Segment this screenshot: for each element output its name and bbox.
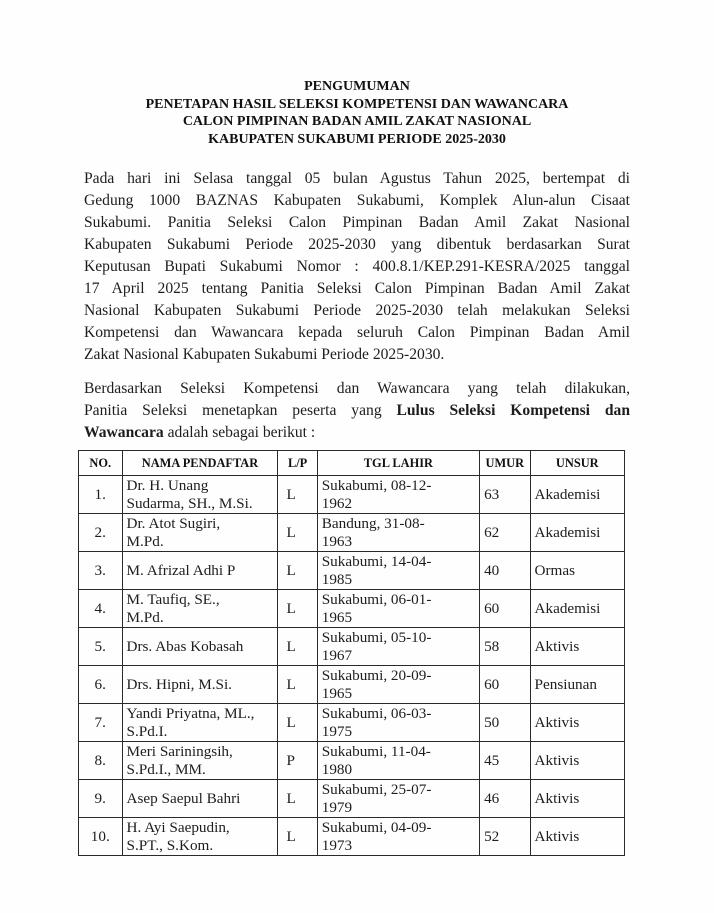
cell-birth-date: [317, 666, 479, 704]
table-row: [79, 552, 625, 590]
cell-element: Aktivis: [530, 818, 624, 856]
cell-age: 58: [480, 628, 530, 666]
cell-birth-date: [317, 628, 479, 666]
table-row: [79, 514, 625, 552]
header-age: UMUR: [480, 451, 530, 476]
cell-name-line: H. Ayi Saepudin,: [126, 818, 230, 836]
cell-no: 4.: [79, 590, 123, 628]
cell-name-line: Meri Sariningsih,: [126, 742, 233, 760]
cell-name: [122, 780, 278, 818]
cell-gender: P: [278, 742, 317, 780]
header-no: NO.: [79, 451, 123, 476]
cell-birth-date-line: Bandung, 31-08-: [321, 514, 425, 532]
paragraph-line: Zakat Nasional Kabupaten Sukabumi Periode 2025-2030.: [84, 346, 445, 363]
cell-name: [122, 514, 278, 552]
header-birth-date: TGL LAHIR: [317, 451, 479, 476]
cell-birth-date: [317, 780, 479, 818]
cell-gender: L: [278, 818, 317, 856]
cell-no: 6.: [79, 666, 123, 704]
header-name: NAMA PENDAFTAR: [122, 451, 278, 476]
cell-element: Aktivis: [530, 704, 624, 742]
cell-name-line: S.Pd.I., MM.: [126, 760, 206, 778]
cell-age: 60: [480, 590, 530, 628]
table-header-row: [79, 451, 625, 476]
cell-birth-date-line: 1965: [321, 608, 353, 626]
paragraph-line: 17 April 2025 tentang Panitia Seleksi Calon Pimpinan Badan Amil Zakat: [84, 280, 630, 297]
cell-name-line: S.Pd.I.: [126, 722, 168, 740]
table-body: [79, 476, 625, 856]
cell-element: Pensiunan: [530, 666, 624, 704]
paragraph-line: [84, 400, 630, 422]
cell-name-line: Drs. Hipni, M.Si.: [126, 675, 232, 693]
cell-no: 7.: [79, 704, 123, 742]
cell-birth-date-line: 1979: [321, 798, 353, 816]
cell-age: 60: [480, 666, 530, 704]
cell-age: 62: [480, 514, 530, 552]
table-row: [79, 666, 625, 704]
cell-birth-date-line: 1985: [321, 570, 353, 588]
cell-age: 63: [480, 476, 530, 514]
paragraph-line: Sukabumi. Panitia Seleksi Calon Pimpinan Badan Amil Zakat Nasional: [84, 214, 630, 231]
cell-no: 1.: [79, 476, 123, 514]
cell-gender: L: [278, 666, 317, 704]
cell-birth-date: [317, 818, 479, 856]
paragraph-line: Keputusan Bupati Sukabumi Nomor : 400.8.1/KEP.291-KESRA/2025 tanggal: [84, 258, 630, 275]
cell-element: Akademisi: [530, 514, 624, 552]
cell-birth-date: [317, 476, 479, 514]
cell-name: [122, 704, 278, 742]
cell-name: [122, 590, 278, 628]
cell-name-line: Yandi Priyatna, ML.,: [126, 704, 255, 722]
cell-age: 50: [480, 704, 530, 742]
cell-birth-date-line: Sukabumi, 11-04-: [321, 742, 431, 760]
emphasis-text: Lulus Seleksi Kompetensi dan: [396, 402, 630, 419]
cell-name: [122, 666, 278, 704]
cell-gender: L: [278, 628, 317, 666]
table-row: [79, 742, 625, 780]
cell-birth-date-line: 1973: [321, 836, 353, 854]
header-gender: L/P: [278, 451, 317, 476]
cell-no: 8.: [79, 742, 123, 780]
cell-element: Akademisi: [530, 590, 624, 628]
cell-birth-date: [317, 514, 479, 552]
cell-name-line: Dr. Atot Sugiri,: [126, 514, 221, 532]
title-line: PENGUMUMAN: [304, 79, 410, 94]
cell-gender: L: [278, 780, 317, 818]
cell-birth-date-line: 1967: [321, 646, 353, 664]
paragraph-text: adalah sebagai berikut :: [163, 424, 316, 441]
cell-name-line: M. Afrizal Adhi P: [126, 561, 236, 579]
title-line: KABUPATEN SUKABUMI PERIODE 2025-2030: [208, 131, 506, 147]
cell-birth-date-line: Sukabumi, 14-04-: [321, 552, 432, 570]
cell-element: Aktivis: [530, 628, 624, 666]
emphasis-text: Wawancara: [84, 424, 164, 441]
cell-age: 40: [480, 552, 530, 590]
cell-birth-date-line: Sukabumi, 25-07-: [321, 780, 432, 798]
cell-name: [122, 628, 278, 666]
cell-name: [122, 818, 278, 856]
cell-element: Aktivis: [530, 780, 624, 818]
table-row: [79, 818, 625, 856]
cell-age: 45: [480, 742, 530, 780]
cell-no: 10.: [79, 818, 123, 856]
cell-age: 52: [480, 818, 530, 856]
announcement-title: [60, 78, 654, 148]
cell-name-line: Drs. Abas Kobasah: [126, 637, 244, 655]
cell-birth-date-line: 1980: [321, 760, 353, 778]
cell-birth-date-line: Sukabumi, 20-09-: [321, 666, 432, 684]
decision-paragraph: [84, 378, 630, 444]
cell-birth-date-line: Sukabumi, 08-12-: [321, 476, 432, 494]
cell-name-line: S.PT., S.Kom.: [126, 836, 214, 854]
cell-birth-date: [317, 742, 479, 780]
paragraph-line: Kompetensi dan Wawancara kepada seluruh Calon Pimpinan Badan Amil: [84, 324, 630, 341]
cell-gender: L: [278, 514, 317, 552]
cell-name-line: M.Pd.: [126, 532, 164, 550]
paragraph-text: Panitia Seleksi menetapkan peserta yang: [84, 402, 397, 419]
cell-gender: L: [278, 476, 317, 514]
paragraph-line: Kabupaten Sukabumi Periode 2025-2030 yang dibentuk berdasarkan Surat: [84, 236, 630, 253]
cell-birth-date-line: 1962: [321, 494, 353, 512]
cell-name: [122, 476, 278, 514]
paragraph-line: Nasional Kabupaten Sukabumi Periode 2025-2030 telah melakukan Seleksi: [84, 302, 630, 319]
cell-element: Aktivis: [530, 742, 624, 780]
table-row: [79, 590, 625, 628]
cell-birth-date: [317, 590, 479, 628]
cell-gender: L: [278, 552, 317, 590]
cell-no: 2.: [79, 514, 123, 552]
cell-birth-date-line: 1965: [321, 684, 353, 702]
cell-gender: L: [278, 704, 317, 742]
table-row: [79, 476, 625, 514]
cell-birth-date: [317, 704, 479, 742]
table-row: [79, 628, 625, 666]
cell-birth-date: [317, 552, 479, 590]
paragraph-line: Berdasarkan Seleksi Kompetensi dan Wawancara yang telah dilakukan,: [84, 380, 630, 397]
cell-birth-date-line: Sukabumi, 05-10-: [321, 628, 432, 646]
cell-name-line: Sudarma, SH., M.Si.: [126, 494, 253, 512]
cell-element: Ormas: [530, 552, 624, 590]
paragraph-line: [84, 422, 630, 444]
cell-name-line: Asep Saepul Bahri: [126, 789, 241, 807]
cell-name-line: M.Pd.: [126, 608, 164, 626]
header-element: UNSUR: [530, 451, 624, 476]
cell-gender: L: [278, 590, 317, 628]
title-line: PENETAPAN HASIL SELEKSI KOMPETENSI DAN WAWANCARA: [145, 96, 569, 112]
results-table: [78, 450, 625, 856]
cell-name-line: Dr. H. Unang: [126, 476, 209, 494]
cell-element: Akademisi: [530, 476, 624, 514]
cell-name: [122, 742, 278, 780]
opening-paragraph: [84, 168, 630, 366]
cell-no: 3.: [79, 552, 123, 590]
cell-age: 46: [480, 780, 530, 818]
cell-birth-date-line: Sukabumi, 04-09-: [321, 818, 432, 836]
cell-name-line: M. Taufiq, SE.,: [126, 590, 220, 608]
cell-birth-date-line: Sukabumi, 06-01-: [321, 590, 432, 608]
cell-birth-date-line: 1975: [321, 722, 353, 740]
cell-name: [122, 552, 278, 590]
title-line: CALON PIMPINAN BADAN AMIL ZAKAT NASIONAL: [182, 114, 532, 129]
paragraph-line: Pada hari ini Selasa tanggal 05 bulan Agustus Tahun 2025, bertempat di: [84, 170, 630, 187]
table-row: [79, 780, 625, 818]
cell-birth-date-line: 1963: [321, 532, 353, 550]
cell-no: 9.: [79, 780, 123, 818]
cell-birth-date-line: Sukabumi, 06-03-: [321, 704, 432, 722]
table-row: [79, 704, 625, 742]
paragraph-line: Gedung 1000 BAZNAS Kabupaten Sukabumi, Komplek Alun-alun Cisaat: [84, 192, 630, 209]
cell-no: 5.: [79, 628, 123, 666]
